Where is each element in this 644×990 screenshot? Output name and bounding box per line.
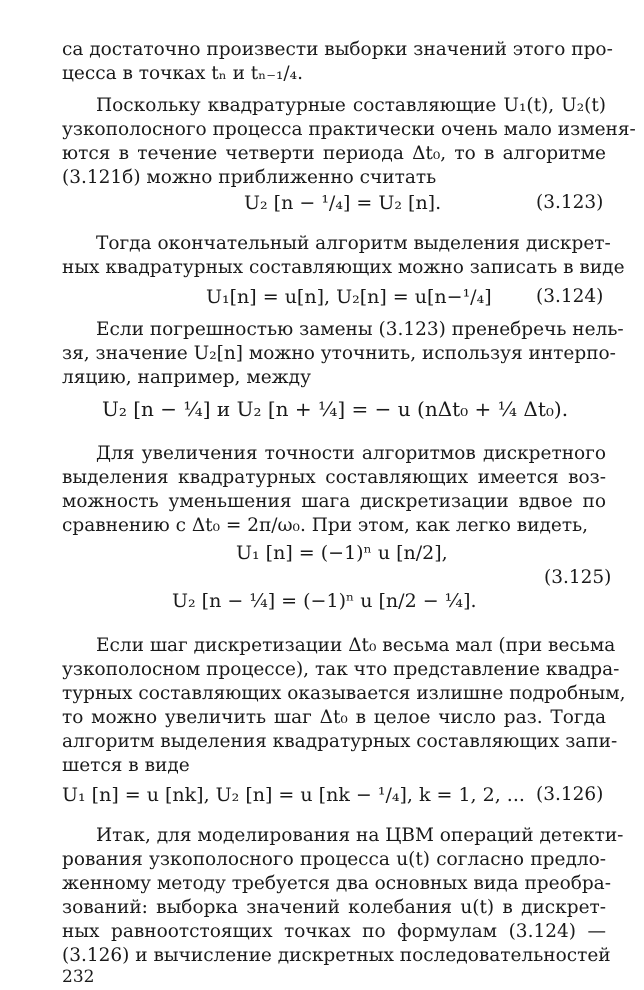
text-line: Итак, для моделирования на ЦВМ операций детекти- — [96, 825, 624, 846]
text-line: выделения квадратурных составляющих имеется воз- — [62, 467, 606, 488]
text-line: ются в течение четверти периода Δt₀, то в алгоритме — [62, 143, 606, 164]
text-line: ляцию, например, между — [62, 367, 311, 388]
text-line: (3.126) и вычисление дискретных последовательностей — [62, 945, 611, 966]
text-line: узкополосного процесса практически очень мало изменя- — [62, 119, 636, 140]
equation-number: (3.123) — [536, 192, 604, 213]
text-line: зя, значение U₂[n] можно уточнить, используя интерпо- — [62, 343, 616, 364]
text-line: ных равноотстоящих точках по формулам (3.124) — — [62, 921, 606, 942]
equation-number: (3.126) — [536, 784, 604, 805]
text-line: са достаточно произвести выборки значений этого про- — [62, 39, 613, 60]
text-line: турных составляющих оказывается излишне подробным, — [62, 683, 626, 704]
equation: U₁[n] = u[n], U₂[n] = u[n−¹/₄] — [206, 286, 492, 308]
text-line: Поскольку квадратурные составляющие U₁(t), U₂(t) — [96, 95, 606, 116]
text-line: сравнению с Δt₀ = 2π/ω₀. При этом, как легко видеть, — [62, 515, 589, 536]
text-line: Тогда окончательный алгоритм выделения дискрет- — [96, 233, 611, 254]
page-number: 232 — [62, 967, 95, 987]
text-line: цесса в точках tₙ и tₙ₋₁/₄. — [62, 63, 303, 84]
equation: U₂ [n − ¼] и U₂ [n + ¼] = − u (nΔt₀ + ¼ Δt₀). — [102, 397, 569, 421]
text-line: (3.121б) можно приближенно считать — [62, 167, 437, 188]
equation-number: (3.124) — [536, 286, 604, 307]
equation: U₁ [n] = (−1)ⁿ u [n/2], — [236, 542, 448, 564]
text-line: Для увеличения точности алгоритмов дискретного — [96, 443, 606, 464]
text-line: алгоритм выделения квадратурных составляющих запи- — [62, 731, 618, 752]
equation: U₁ [n] = u [nk], U₂ [n] = u [nk − ¹/₄], k = 1, 2, ... — [62, 784, 525, 806]
equation: U₂ [n − ¹/₄] = U₂ [n]. — [244, 192, 442, 214]
equation-number: (3.125) — [544, 567, 612, 588]
text-line: зований: выборка значений колебания u(t) в дискрет- — [62, 897, 606, 918]
text-line: то можно увеличить шаг Δt₀ в целое число раз. Тогда — [62, 707, 606, 728]
text-line: можность уменьшения шага дискретизации вдвое по — [62, 491, 606, 512]
text-line: рования узкополосного процесса u(t) согласно предло- — [62, 849, 606, 870]
text-line: Если погрешностью замены (3.123) пренебречь нель- — [96, 319, 624, 340]
text-line: ных квадратурных составляющих можно записать в виде — [62, 257, 625, 278]
text-line: шется в виде — [62, 755, 190, 776]
equation: U₂ [n − ¼] = (−1)ⁿ u [n/2 − ¼]. — [172, 590, 477, 612]
text-line: узкополосном процессе), так что представление квадра- — [62, 659, 620, 680]
text-line: женному методу требуется два основных вида преобра- — [62, 873, 611, 894]
text-line: Если шаг дискретизации Δt₀ весьма мал (при весьма — [96, 635, 616, 656]
